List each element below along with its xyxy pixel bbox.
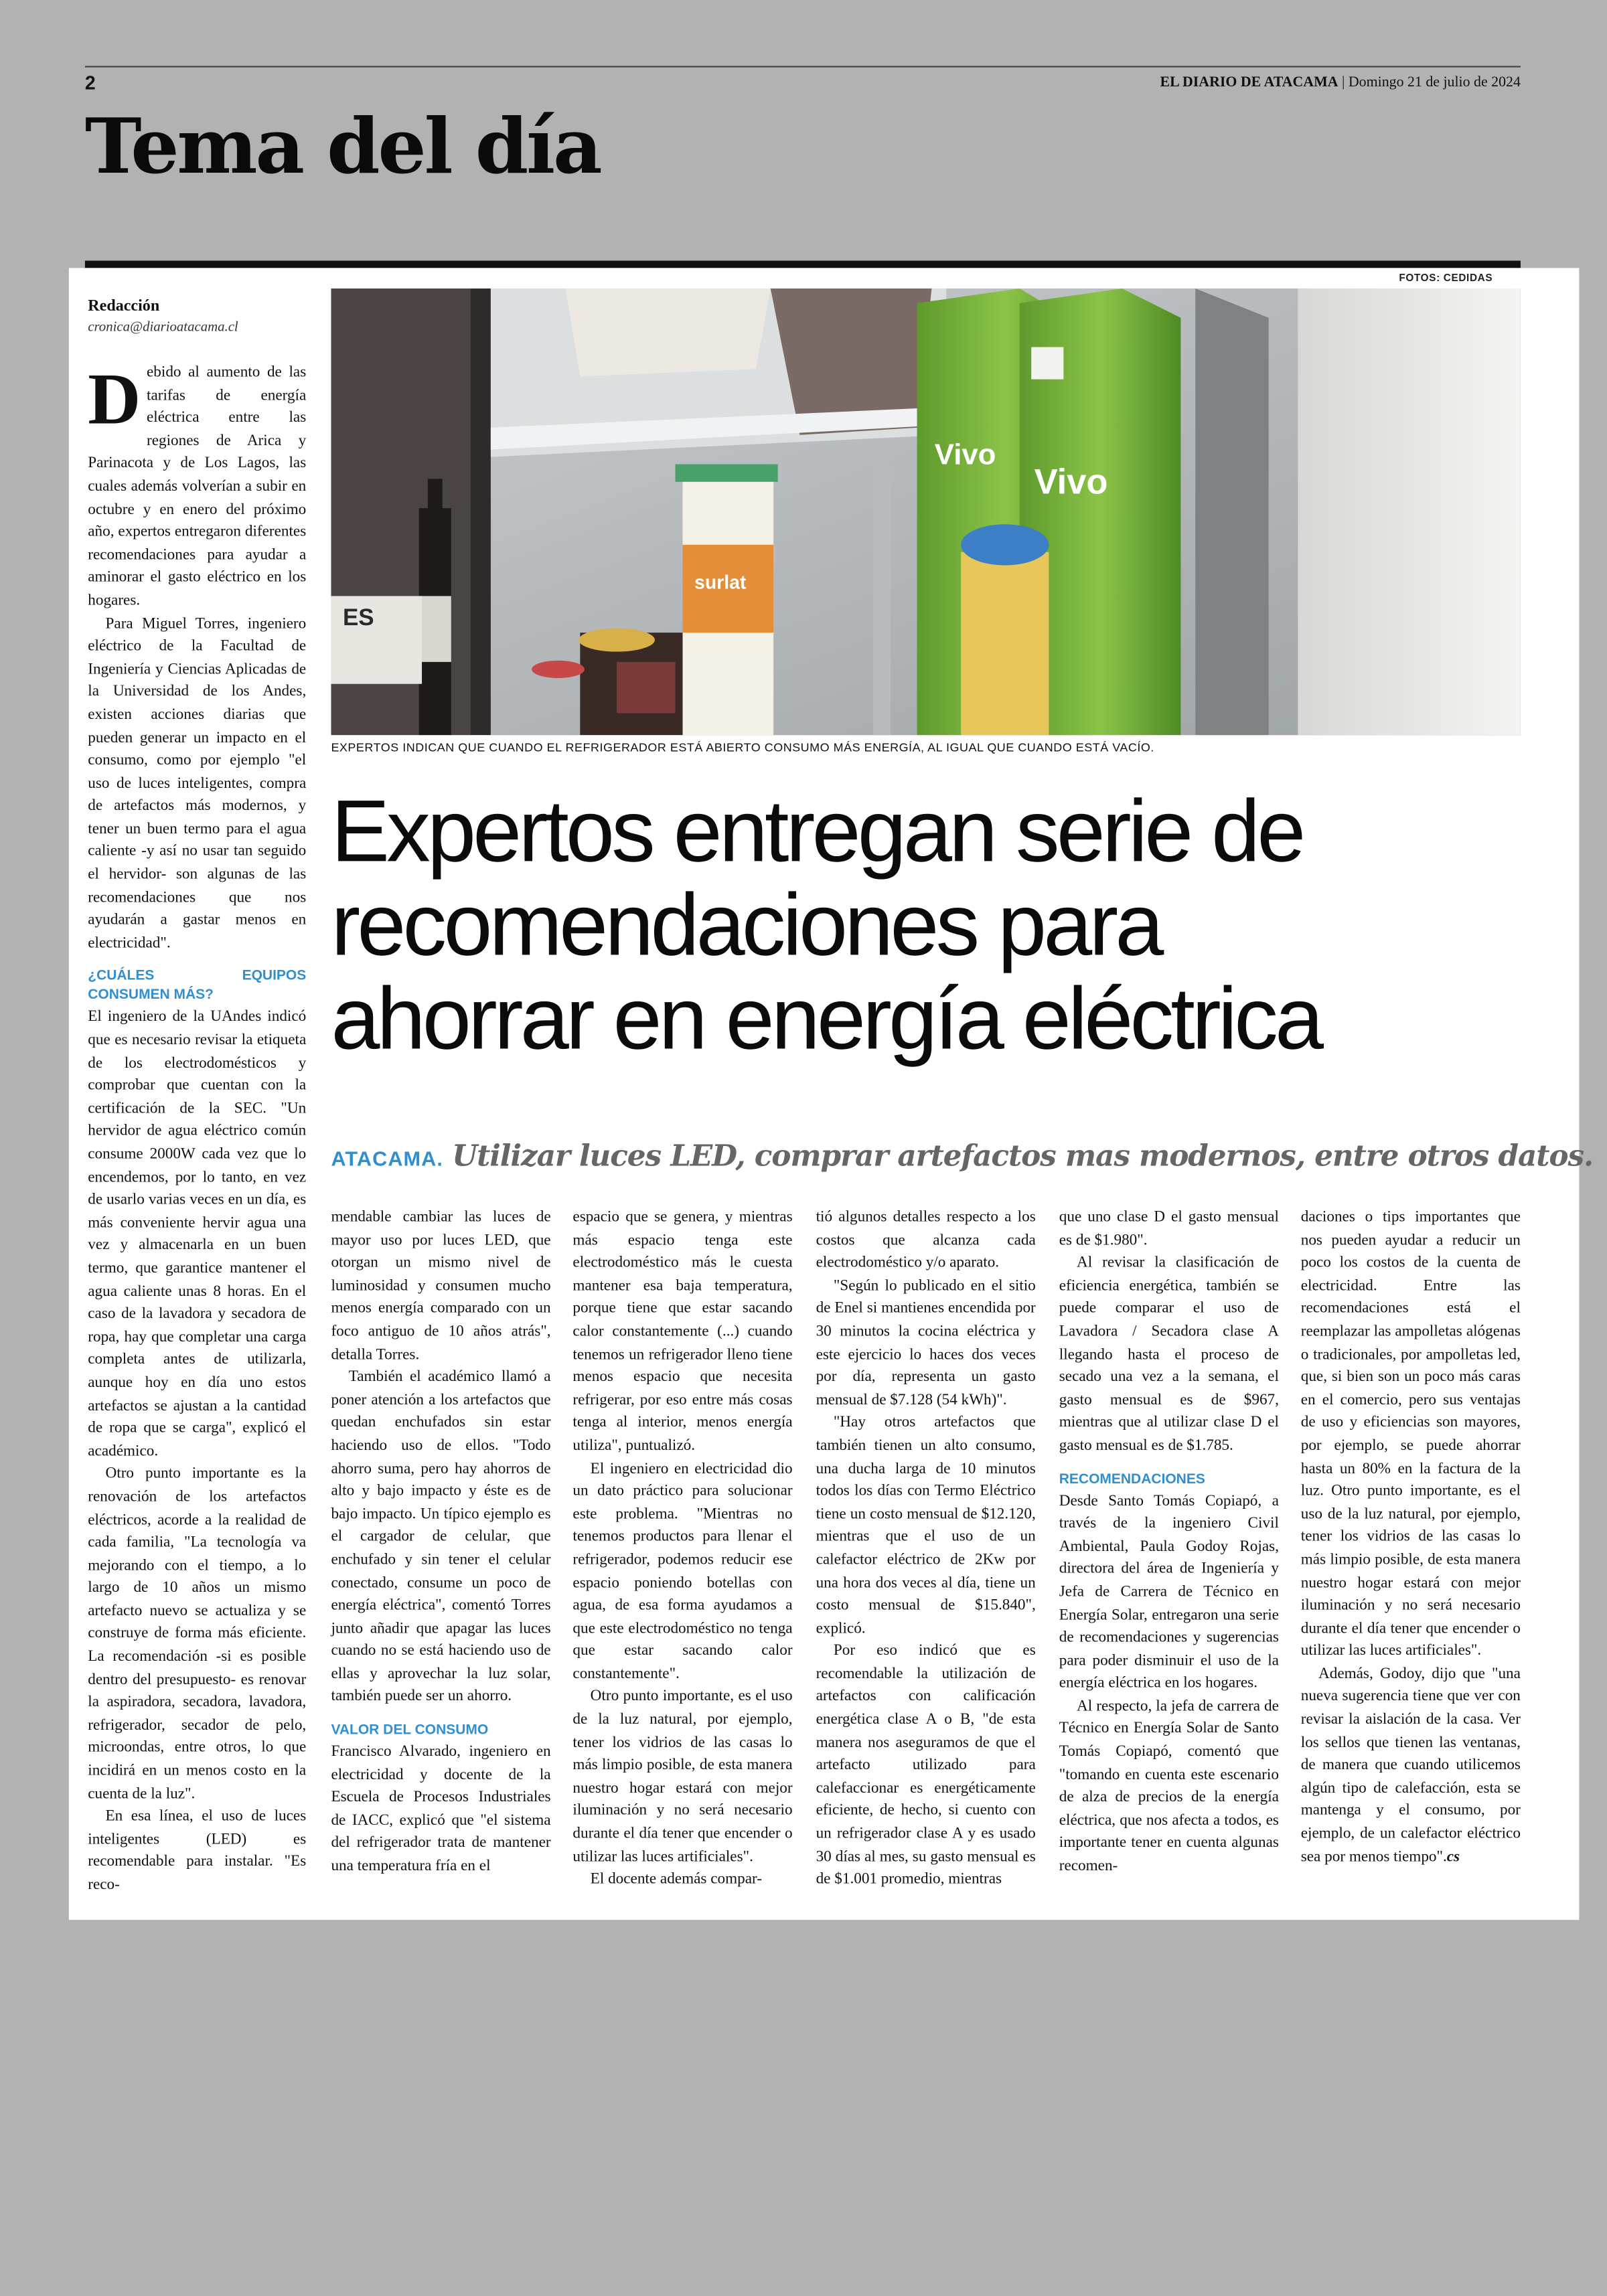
- paragraph: Francisco Alvarado, ingeniero en electricidad y docente de la Escuela de Procesos Industriales de IACC, explicó que "el sistema del refrigerador trata de mantener una temperatura fría en el: [331, 1744, 551, 1875]
- es-label: ES: [342, 604, 374, 631]
- byline-email: cronica@diarioatacama.cl: [88, 321, 238, 336]
- newspaper-name: EL DIARIO DE ATACAMA: [1160, 74, 1338, 91]
- lede-location: ATACAMA.: [331, 1147, 443, 1171]
- column-6: [1301, 1207, 1521, 1869]
- column-4: [816, 1207, 1036, 1892]
- paragraph: Al respecto, la jefa de carrera de Técnico en Energía Solar de Santo Tomás Copiapó, comentó que "tomando en cuenta este escenario de alza de precios de la energía eléctrica, que nos afecta a todos, es importante tener en cuenta algunas recomen-: [1059, 1698, 1279, 1875]
- paragraph-text: ebido al aumento de las tarifas de energía eléctrica entre las regiones de Arica y Parinacota y de Los Lagos, las cuales además volverían a subir en octubre y en enero del próximo año, expertos entregaron diferentes recomendaciones para ayudar a aminorar el gasto eléctrico en los hogares.: [88, 364, 307, 609]
- byline-author: Redacción: [88, 297, 160, 315]
- headline-line-1: Expertos entregan serie de: [331, 782, 1303, 880]
- issue-date: | Domingo 21 de julio de 2024: [1342, 74, 1521, 91]
- photo-caption: EXPERTOS INDICAN QUE CUANDO EL REFRIGERADOR ESTÁ ABIERTO CONSUMO MÁS ENERGÍA, AL IGUAL QUE CUANDO ESTÁ VACÍO.: [331, 741, 1154, 754]
- paragraph: Por eso indicó que es recomendable la utilización de artefactos con calificación energética clase A o B, "de esta manera nos aseguramos de que el artefacto utilizado para calefaccionar es energéticamente eficiente, de hecho, si cuento con un refrigerador clase A y es usado 30 días al mes, su gasto mensual es de $1.001 promedio, mientras: [816, 1643, 1036, 1888]
- paragraph: Desde Santo Tomás Copiapó, a través de la ingeniero Civil Ambiental, Paula Godoy Rojas, directora del área de Ingeniería y Jefa de Carrera de Técnico en Energía Solar, entregaron una serie de recomendaciones y sugerencias para poder disminuir el uso de la energía eléctrica en los hogares.: [1059, 1493, 1279, 1692]
- paragraph: daciones o tips importantes que nos pueden ayudar a reducir un poco los costos de la cuenta de electricidad. Entre las recomendaciones está el reemplazar las ampolletas alógenas o tradicionales, por ampolletas led, que, si bien son un poco más caras en el comercio, pero sus ventajas de uso y eficiencias son mayores, por ejemplo, se puede ahorrar hasta un 80% en la factura de la luz. Otro punto importante, es el uso de la luz natural, por ejemplo, tener los vidrios de las casas lo más limpio posible, de esta manera nuestro hogar estará con mejor iluminación y no será necesario durante el día tener que encender o utilizar las luces artificiales".: [1300, 1210, 1521, 1660]
- lede-text: Utilizar luces LED, comprar artefactos mas modernos, entre otros datos.: [452, 1137, 1594, 1173]
- paragraph: También el académico llamó a poner atención a los artefactos que quedan enchufados sin estar haciendo uso de ellos. "Todo ahorro suma, pero hay ahorros de alto y bajo impacto y éste es de bajo impacto. Un típico ejemplo es el cargador de celular, que enchufado y sin tener el celular conectado, consume un poco de energía eléctrica", comentó Torres junto añadir que apagar las luces cuando no se está haciendo uso de ellas y aprovechar la luz solar, también puede ser un ahorro.: [331, 1369, 551, 1706]
- paragraph: Otro punto importante, es el uso de la luz natural, por ejemplo, tener los vidrios de las casas lo más limpio posible, de esta manera nuestro hogar estará con mejor iluminación y no será necesario durante el día tener que encender o utilizar las luces artificiales".: [572, 1689, 793, 1866]
- top-rule: [85, 66, 1521, 67]
- column-2: [331, 1207, 550, 1878]
- photo-credit: FOTOS: CEDIDAS: [1399, 274, 1493, 284]
- paragraph-text: Además, Godoy, dijo que "una nueva sugerencia tiene que ver con revisar la aislación de la casa. Ver los sellos que tienen las ventanas, de manera que cuando utilicemos algún tipo de calefacción, esta se mantenga y el consumo, por ejemplo, de un calefactor eléctrico sea por menos tiempo".: [1300, 1666, 1521, 1866]
- section-title: Tema del día: [84, 102, 601, 192]
- column-3: [572, 1207, 792, 1892]
- paragraph: mendable cambiar las luces de mayor uso por luces LED, que otorgan un mismo nivel de luminosidad y consumen mucho menos energía comparado con un foco antiguo de 10 años atrás", detalla Torres.: [331, 1210, 551, 1363]
- subheading: RECOMENDACIONES: [1059, 1471, 1205, 1487]
- paragraph: El ingeniero en electricidad dio un dato práctico para solucionar este problema. "Mientras no tenemos productos para llenar el refrigerador, podemos reducir ese espacio poniendo botellas con agua, de esa forma ayudamos a que este electrodoméstico no tenga que estar sacando calor constantemente".: [572, 1461, 793, 1683]
- headline-line-3: ahorrar en energía eléctrica: [331, 969, 1321, 1068]
- paragraph: Al revisar la clasificación de eficiencia energética, también se puede comparar el uso de Lavadora / Secadora clase A llegando hasta el proceso de secado una vez a la semana, el gasto mensual es de $967, mientras que al utilizar clase D el gasto mensual es de $1.785.: [1059, 1255, 1279, 1455]
- column-1: [88, 357, 307, 1897]
- refrigerator-photo: [331, 289, 1520, 735]
- paragraph: [1301, 1663, 1521, 1869]
- paragraph: En esa línea, el uso de luces inteligentes (LED) es recomendable para instalar. "Es reco-: [88, 1809, 307, 1894]
- paragraph: "Según lo publicado en el sitio de Enel si mantienes encendida por 30 minutos la cocina eléctrica y este ejercicio lo haces dos veces por día, representa un gasto mensual de $7.128 (54 kWh)".: [816, 1278, 1036, 1409]
- subheading: ¿CUÁLES EQUIPOS CONSUMEN MÁS?: [88, 969, 307, 1004]
- masthead: [1160, 75, 1521, 91]
- paragraph: "Hay otros artefactos que también tienen un alto consumo, una ducha larga de 10 minutos todos los días con Termo Eléctrico tiene un costo mensual de $12.120, mientras que el uso de un calefactor eléctrico de 2Kw por una hora dos veces al día, tiene un costo mensual de $15.840", explicó.: [816, 1415, 1036, 1637]
- subheading: VALOR DEL CONSUMO: [331, 1722, 489, 1739]
- paragraph: que uno clase D el gasto mensual es de $1.980".: [1059, 1210, 1279, 1249]
- vivo-label-2: Vivo: [934, 438, 996, 471]
- end-mark: cs: [1446, 1849, 1460, 1866]
- paragraph: Para Miguel Torres, ingeniero eléctrico de la Facultad de Ingeniería y Ciencias Aplicadas de la Universidad de los Andes, existen acciones diarias que pueden generar un impacto en el consumo, como por ejemplo "el uso de luces inteligentes, compra de artefactos más modernos, y tener un buen termo para el agua caliente -y así no usar tan seguido el hervidor- son algunas de las recomendaciones que nos ayudarán a gastar menos en electricidad".: [88, 616, 307, 952]
- lede: [331, 1138, 1593, 1173]
- vivo-label-1: Vivo: [1034, 462, 1108, 502]
- section-rule: [85, 260, 1521, 268]
- paragraph: tió algunos detalles respecto a los costos que alcanza cada electrodoméstico y/o aparato.: [816, 1210, 1036, 1272]
- paragraph: El docente además compar-: [590, 1872, 762, 1888]
- paragraph: Otro punto importante es la renovación de los artefactos eléctricos, acorde a la realidad de cada familia, "La tecnología va mejorando con el tiempo, a lo largo de 10 años un mismo artefacto nuevo se actualiza y se construye de forma más eficiente. La recomendación -si es posible dentro del presupuesto- es renovar la aspiradora, secadora, lavadora, refrigerador, secador de pelo, microondas, entre otros, lo que incidirá en un menos costo en la cuenta de la luz".: [88, 1466, 307, 1803]
- column-5: [1059, 1207, 1279, 1878]
- drop-cap: D: [88, 357, 141, 440]
- paragraph: El ingeniero de la UAndes indicó que es necesario revisar la etiqueta de los electrodomésticos y comprobar que cuentan con la certificación de la SEC. "Un hervidor de agua eléctrico común consume 2000W cada vez que lo encendemos, por lo tanto, en vez de usarlo varias veces en un día, es más conveniente hervir agua una vez y almacenarla en un buen termo, que garantice mantener el agua caliente unas 8 horas. En el caso de la lavadora y secadora de ropa, hay que completar una carga completa antes de utilizarla, aunque hoy en día uno estos artefactos se ajustan a la cantidad de ropa que se carga", explicó el académico.: [88, 1009, 307, 1460]
- headline: [331, 782, 1520, 1068]
- paragraph: espacio que se genera, y mientras más espacio tenga este electrodoméstico más le cuesta mantener esa baja temperatura, porque tiene que estar sacando calor constantemente (...) cuando tenemos un refrigerador lleno tiene menos espacio que necesita refrigerar, por eso entre más cosas tenga al interior, menos energía utiliza", puntualizó.: [572, 1210, 793, 1455]
- surlat-label: surlat: [694, 572, 747, 594]
- headline-line-2: recomendaciones para: [331, 876, 1161, 974]
- page-number: 2: [84, 72, 96, 94]
- paragraph: [88, 357, 307, 612]
